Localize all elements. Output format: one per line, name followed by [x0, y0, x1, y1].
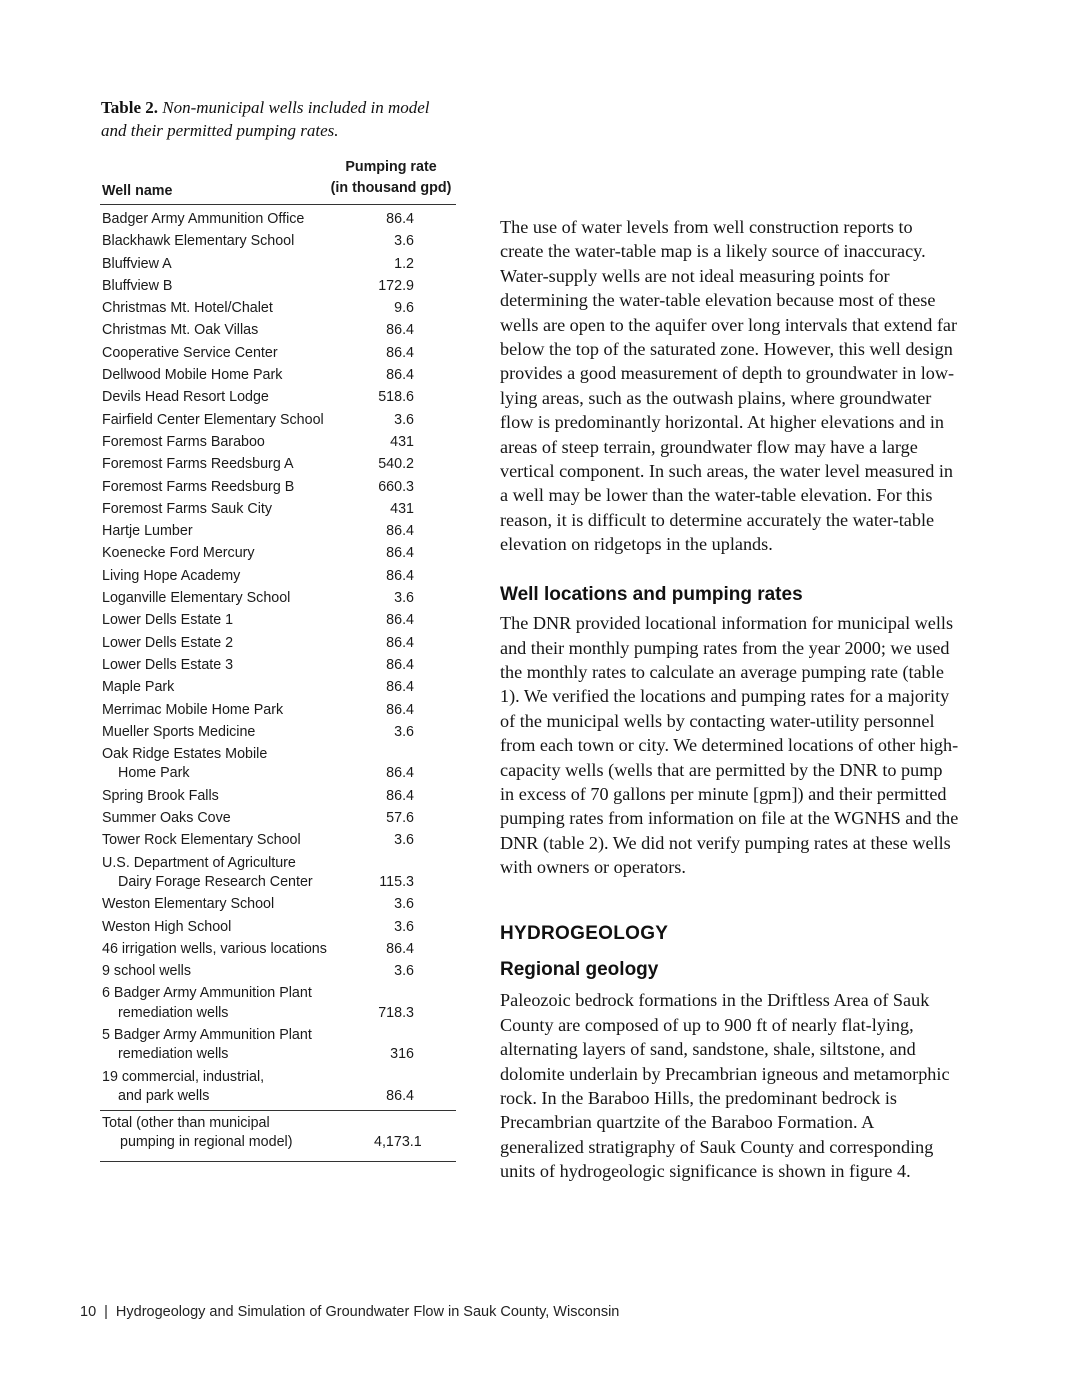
pumping-rate-value: 431 — [390, 433, 414, 450]
well-name-line1: 9 school wells — [102, 963, 191, 980]
pumping-rate-value: 660.3 — [378, 478, 414, 495]
well-name — [100, 723, 374, 742]
pumping-rate-value: 3.6 — [394, 963, 414, 980]
well-name-line1: Bluffview B — [102, 277, 173, 294]
well-name-line1: Weston High School — [102, 918, 232, 935]
well-name-line1: Lower Dells Estate 3 — [102, 656, 234, 673]
col-header-rate-line1: Pumping rate — [345, 159, 437, 175]
wells-table — [100, 158, 456, 1162]
well-name — [100, 611, 374, 630]
well-name-line1: 46 irrigation wells, various locations — [102, 940, 327, 957]
well-name-line2: remediation wells — [118, 1046, 229, 1063]
well-name-line1: Foremost Farms Reedsburg B — [102, 478, 295, 495]
well-name — [100, 1068, 374, 1107]
well-name-line2: and park wells — [118, 1087, 210, 1104]
table-row — [100, 1026, 456, 1065]
pumping-rate-value: 86.4 — [386, 679, 414, 696]
pumping-rate-value: 86.4 — [386, 634, 414, 651]
well-name-line1: Foremost Farms Sauk City — [102, 500, 273, 517]
pumping-rate-value: 431 — [390, 500, 414, 517]
well-name — [100, 787, 374, 806]
well-name-line1: Maple Park — [102, 679, 175, 696]
pumping-rate-value: 172.9 — [378, 277, 414, 294]
pumping-rate-value: 3.6 — [394, 896, 414, 913]
total-label — [100, 1114, 374, 1153]
well-name-line1: 6 Badger Army Ammunition Plant — [102, 985, 312, 1002]
table-row — [100, 388, 456, 407]
table-row — [100, 567, 456, 586]
table-row — [100, 210, 456, 229]
table-caption-line1: Non-municipal wells included in model — [162, 98, 430, 117]
table-row — [100, 984, 456, 1023]
well-name-line1: 5 Badger Army Ammunition Plant — [102, 1026, 312, 1043]
table-row — [100, 433, 456, 452]
paragraph-regional-geology: Paleozoic bedrock formations in the Driftless Area of Sauk County are composed of up to 900 ft of nearly flat-lying, alternating layers of sand, sandstone, shale, siltstone, and dolomite underlain by Precambrian igneous and metamorphic rock. In the Baraboo Hills, the predominant bedrock is Precambrian quartzite of the Baraboo Formation. A generalized stratigraphy of Sauk County and corresponding units of hydrogeologic significance is shown in figure 4. — [500, 990, 950, 1182]
page-number: 10 — [80, 1304, 97, 1320]
well-name-line1: Bluffview A — [102, 255, 172, 272]
well-name — [100, 500, 374, 519]
well-name-line1: U.S. Department of Agriculture — [102, 854, 296, 871]
table-row — [100, 831, 456, 850]
pumping-rate-value: 86.4 — [386, 765, 414, 782]
well-name — [100, 210, 374, 229]
heading-hydrogeology: HYDROGEOLOGY — [500, 922, 669, 944]
pumping-rate-value: 540.2 — [378, 456, 414, 473]
body-text-column — [500, 215, 960, 1184]
well-name — [100, 1026, 374, 1065]
table-row — [100, 455, 456, 474]
heading-well-locations: Well locations and pumping rates — [500, 583, 803, 605]
table-row — [100, 299, 456, 318]
pumping-rate-value: 86.4 — [386, 344, 414, 361]
well-name-line1: Oak Ridge Estates Mobile — [102, 746, 268, 763]
well-name-line1: 19 commercial, industrial, — [102, 1068, 265, 1085]
pumping-rate-value: 86.4 — [386, 567, 414, 584]
table-total-row — [100, 1114, 456, 1153]
table-row — [100, 611, 456, 630]
well-name — [100, 678, 374, 697]
pumping-rate-value: 86.4 — [386, 1087, 414, 1104]
well-name — [100, 854, 374, 893]
table-row — [100, 787, 456, 806]
well-name-line1: Weston Elementary School — [102, 896, 275, 913]
pumping-rate-value: 3.6 — [394, 918, 414, 935]
table-row — [100, 411, 456, 430]
table-row — [100, 522, 456, 541]
pumping-rate-value: 57.6 — [386, 810, 414, 827]
well-name-line1: Blackhawk Elementary School — [102, 233, 295, 250]
well-name-line1: Merrimac Mobile Home Park — [102, 701, 284, 718]
pumping-rate-value: 3.6 — [394, 832, 414, 849]
footer-separator: | — [104, 1304, 108, 1320]
well-name-line1: Cooperative Service Center — [102, 344, 278, 361]
table-row — [100, 918, 456, 937]
table-caption-label: Table 2. — [101, 98, 159, 117]
well-name — [100, 745, 374, 784]
pumping-rate-value: 3.6 — [394, 723, 414, 740]
well-name-line1: Lower Dells Estate 1 — [102, 612, 234, 629]
table-row — [100, 723, 456, 742]
well-name-line1: Spring Brook Falls — [102, 787, 219, 804]
well-name — [100, 433, 374, 452]
well-name — [100, 895, 374, 914]
well-name — [100, 344, 374, 363]
table-header — [100, 158, 456, 205]
col-header-pumping-rate — [326, 157, 456, 199]
well-name-line1: Christmas Mt. Oak Villas — [102, 322, 259, 339]
well-name-line2: remediation wells — [118, 1004, 229, 1021]
well-name-line1: Badger Army Ammunition Office — [102, 211, 305, 227]
table-row — [100, 678, 456, 697]
pumping-rate-value: 9.6 — [394, 300, 414, 317]
well-name — [100, 544, 374, 563]
pumping-rate-value: 1.2 — [394, 255, 414, 272]
well-name — [100, 321, 374, 340]
table-row — [100, 809, 456, 828]
well-name — [100, 984, 374, 1023]
table-caption-line2: and their permitted pumping rates. — [101, 121, 339, 140]
pumping-rate-value: 3.6 — [394, 590, 414, 607]
col-header-rate-line2: (in thousand gpd) — [330, 180, 452, 196]
pumping-rate-value: 3.6 — [394, 233, 414, 250]
pumping-rate-value: 86.4 — [386, 940, 414, 957]
well-name — [100, 388, 374, 407]
pumping-rate-value: 86.4 — [386, 367, 414, 384]
well-name-line1: Mueller Sports Medicine — [102, 723, 256, 740]
table-row — [100, 478, 456, 497]
table-row — [100, 854, 456, 893]
heading-regional-geology: Regional geology — [500, 958, 659, 980]
well-name — [100, 455, 374, 474]
table-row — [100, 962, 456, 981]
table-row — [100, 321, 456, 340]
well-name — [100, 478, 374, 497]
table-row — [100, 232, 456, 251]
well-name-line2: Dairy Forage Research Center — [118, 873, 313, 890]
pumping-rate-value: 86.4 — [386, 523, 414, 540]
well-name — [100, 277, 374, 296]
well-name-line1: Hartje Lumber — [102, 523, 193, 540]
well-name — [100, 567, 374, 586]
well-name-line1: Lower Dells Estate 2 — [102, 634, 234, 651]
table-row — [100, 634, 456, 653]
table-row — [100, 500, 456, 519]
well-name — [100, 232, 374, 251]
table-row — [100, 544, 456, 563]
well-name — [100, 831, 374, 850]
total-label-line1: Total (other than municipal — [102, 1115, 270, 1132]
well-name-line1: Tower Rock Elementary School — [102, 832, 301, 849]
total-value: 4,173.1 — [374, 1134, 422, 1151]
table-row — [100, 255, 456, 274]
pumping-rate-value: 518.6 — [378, 389, 414, 406]
well-name — [100, 918, 374, 937]
table-body — [100, 205, 456, 1106]
well-name-line2: Home Park — [118, 765, 190, 782]
table-row — [100, 895, 456, 914]
well-name — [100, 255, 374, 274]
pumping-rate-value: 3.6 — [394, 411, 414, 428]
well-name — [100, 962, 374, 981]
paragraph-well-locations: The DNR provided locational information for municipal wells and their monthly pumping rates from the year 2000; we used the monthly rates to calculate an average pumping rate (table 1). We verified the locations and pumping rates for a majority of the municipal wells by contacting water-utility personnel from each town or city. We determined locations of other high-capacity wells (wells that are permitted by the DNR to pump in excess of 70 gallons per minute [gpm]) and their permitted pumping rates from information on file at the WGNHS and the DNR (table 2). We did not verify pumping rates at these wells with owners or operators. — [500, 613, 959, 878]
well-name-line1: Fairfield Center Elementary School — [102, 411, 324, 428]
col-header-well-name: Well name — [102, 183, 173, 199]
pumping-rate-value: 86.4 — [386, 211, 414, 227]
footer-title: Hydrogeology and Simulation of Groundwater Flow in Sauk County, Wisconsin — [115, 1304, 620, 1320]
well-name — [100, 656, 374, 675]
pumping-rate-value: 115.3 — [379, 873, 414, 890]
well-name-line1: Summer Oaks Cove — [102, 810, 231, 827]
table-row — [100, 656, 456, 675]
well-name — [100, 809, 374, 828]
well-name-line1: Koenecke Ford Mercury — [102, 545, 255, 562]
table-row — [100, 344, 456, 363]
total-label-line2: pumping in regional model) — [120, 1134, 293, 1151]
well-name — [100, 701, 374, 720]
page-footer — [80, 1304, 619, 1320]
well-name-line1: Dellwood Mobile Home Park — [102, 367, 283, 384]
table-total — [100, 1110, 456, 1162]
table-row — [100, 701, 456, 720]
table-row — [100, 366, 456, 385]
pumping-rate-value: 86.4 — [386, 656, 414, 673]
pumping-rate-value: 86.4 — [386, 322, 414, 339]
well-name — [100, 634, 374, 653]
table-caption — [101, 96, 461, 142]
well-name — [100, 589, 374, 608]
pumping-rate-value: 86.4 — [386, 787, 414, 804]
well-name — [100, 522, 374, 541]
paragraph-water-levels: The use of water levels from well construction reports to create the water-table map is a likely source of inaccuracy. Water-supply wells are not ideal measuring points for determining the water-table elevation because most of these wells are open to the aquifer over long intervals that extend far below the top of the saturated zone. However, this well design provides a good measurement of depth to groundwater in low-lying areas, such as the outwash plains, where groundwater flow is predominantly horizontal. At higher elevations and in areas of steep terrain, groundwater flow may have a large vertical component. In such areas, the water level measured in a well may be lower than the water-table elevation. For this reason, it is difficult to determine accurately the water-table elevation on ridgetops in the uplands. — [500, 217, 958, 555]
table-row — [100, 940, 456, 959]
pumping-rate-value: 316 — [390, 1046, 414, 1063]
pumping-rate-value: 718.3 — [378, 1004, 414, 1021]
pumping-rate-value: 86.4 — [386, 701, 414, 718]
table-row — [100, 277, 456, 296]
well-name — [100, 411, 374, 430]
table-row — [100, 745, 456, 784]
well-name-line1: Foremost Farms Reedsburg A — [102, 456, 294, 473]
well-name — [100, 940, 374, 959]
pumping-rate-value: 86.4 — [386, 612, 414, 629]
well-name-line1: Living Hope Academy — [102, 567, 241, 584]
well-name-line1: Loganville Elementary School — [102, 590, 291, 607]
well-name — [100, 299, 374, 318]
well-name-line1: Christmas Mt. Hotel/Chalet — [102, 300, 273, 317]
well-name-line1: Devils Head Resort Lodge — [102, 389, 269, 406]
table-row — [100, 589, 456, 608]
table-row — [100, 1068, 456, 1107]
well-name — [100, 366, 374, 385]
well-name-line1: Foremost Farms Baraboo — [102, 433, 265, 450]
pumping-rate-value: 86.4 — [386, 545, 414, 562]
